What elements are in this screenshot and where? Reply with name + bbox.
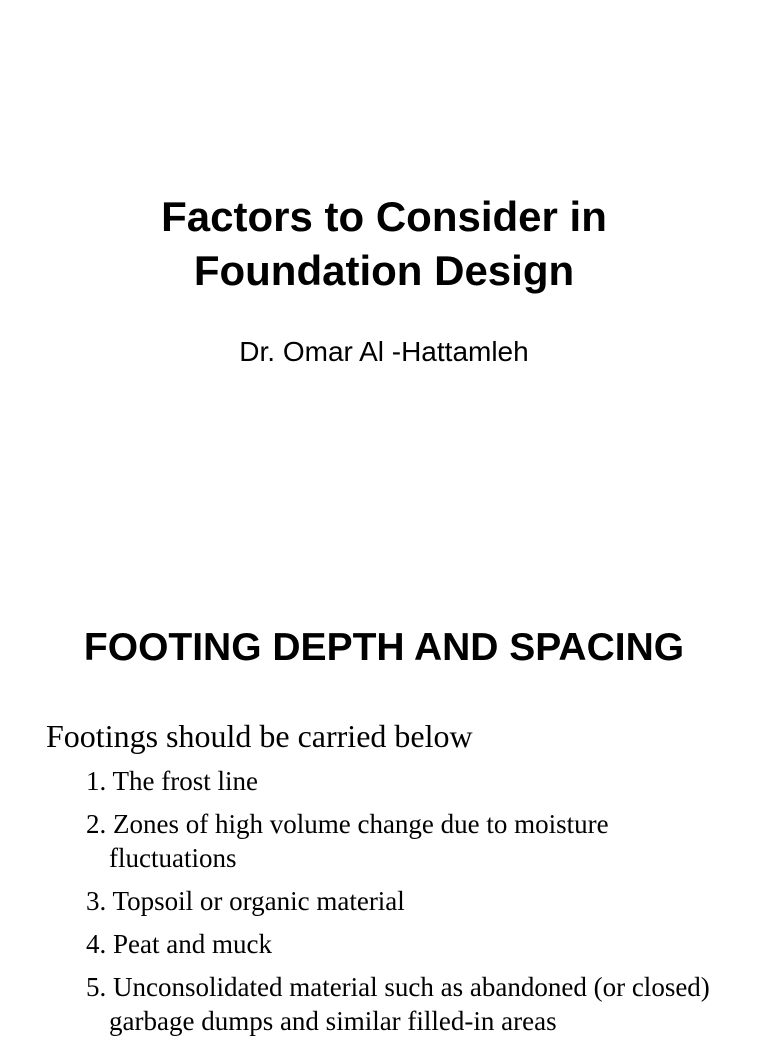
slide-title: FOOTING DEPTH AND SPACING: [83, 626, 685, 669]
list-item: 4. Peat and muck: [86, 929, 272, 959]
list-item: 2. Zones of high volume change due to moisture fluctuations: [86, 809, 609, 873]
presentation-title: [0, 190, 768, 298]
author-name: Dr. Omar Al -Hattamleh: [239, 336, 529, 367]
list-item: 1. The frost line: [86, 766, 258, 796]
intro-text: Footings should be carried below: [46, 718, 473, 754]
title-line-2: Foundation Design: [193, 247, 575, 294]
list-item: 5. Unconsolidated material such as abandoned (or closed) garbage dumps and similar filled-in areas: [86, 972, 710, 1036]
criteria-list: [86, 764, 726, 1047]
content-slide: [0, 576, 768, 1036]
title-line-1: Factors to Consider in: [161, 193, 607, 240]
list-item: 3. Topsoil or organic material: [86, 886, 405, 916]
